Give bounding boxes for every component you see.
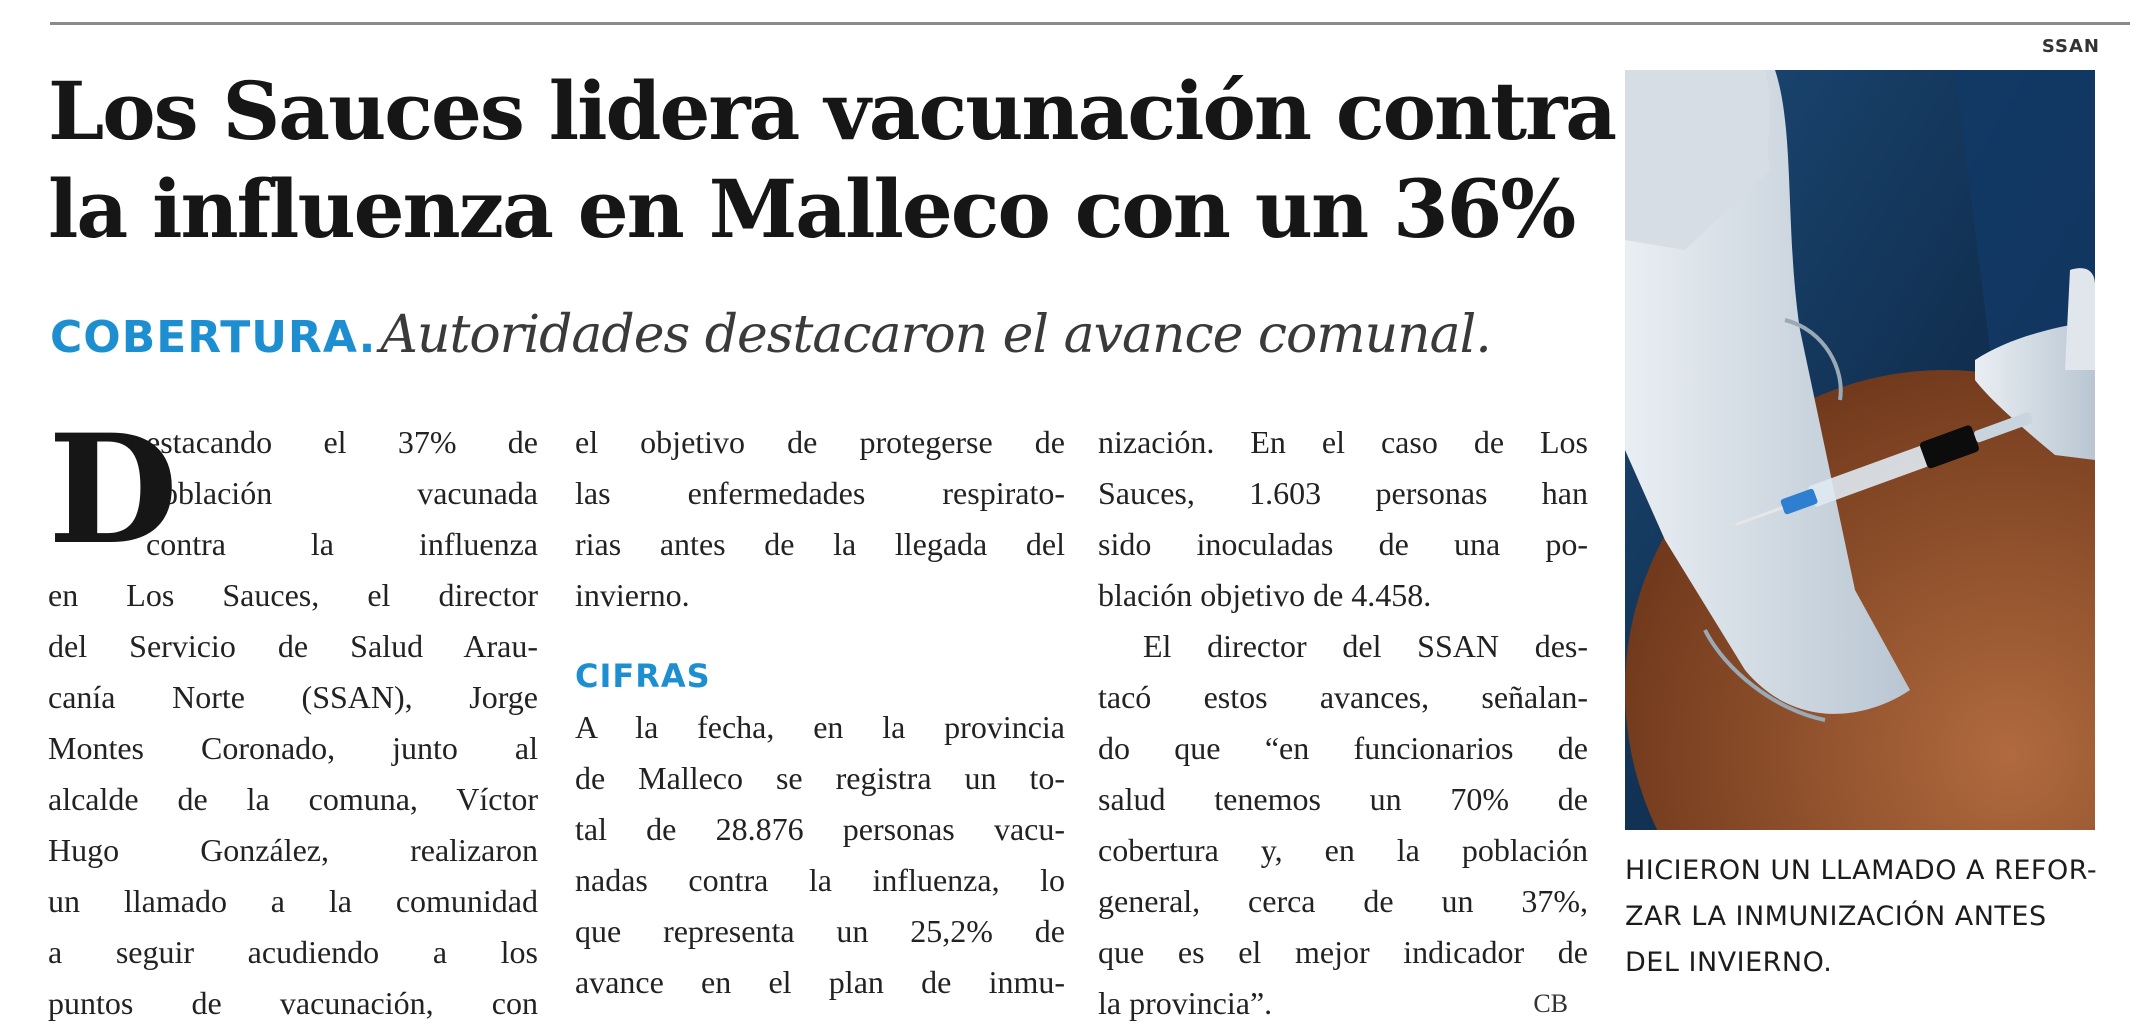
deck-kicker: COBERTURA. bbox=[50, 312, 377, 363]
article-column-2 bbox=[575, 417, 1065, 1008]
body-line: salud tenemos un 70% de bbox=[1098, 781, 1588, 817]
body-line: canía Norte (SSAN), Jorge bbox=[48, 679, 538, 715]
headline-line-1: Los Sauces lidera vacunación contra bbox=[48, 64, 1616, 158]
drop-cap: D bbox=[48, 402, 179, 578]
body-line: el objetivo de protegerse de bbox=[575, 424, 1065, 460]
headline bbox=[48, 62, 1616, 258]
body-line: Sauces, 1.603 personas han bbox=[1098, 475, 1588, 511]
body-line: tal de 28.876 personas vacu- bbox=[575, 811, 1065, 847]
end-mark: CB bbox=[1533, 989, 1568, 1018]
article-column-3 bbox=[1098, 417, 1588, 1029]
body-line-text: la provincia”. bbox=[1098, 985, 1273, 1021]
body-line: rias antes de la llegada del bbox=[575, 526, 1065, 562]
body-line: a seguir acudiendo a los bbox=[48, 934, 538, 970]
subhead-cifras: CIFRAS bbox=[575, 657, 711, 695]
body-line-final bbox=[1098, 978, 1588, 1029]
body-line: A la fecha, en la provincia bbox=[575, 709, 1065, 745]
body-line: avance en el plan de inmu- bbox=[575, 964, 1065, 1000]
body-line: estacando el 37% de bbox=[146, 424, 538, 460]
body-line: que es el mejor indicador de bbox=[1098, 934, 1588, 970]
photo-caption bbox=[1625, 848, 2105, 986]
body-line: El director del SSAN des- bbox=[1143, 628, 1588, 664]
caption-line: HICIERON UN LLAMADO A REFOR- bbox=[1625, 855, 2098, 886]
deck bbox=[50, 300, 1590, 383]
body-line: invierno. bbox=[575, 577, 690, 613]
body-line: Hugo González, realizaron bbox=[48, 832, 538, 868]
body-line: que representa un 25,2% de bbox=[575, 913, 1065, 949]
article-column-1 bbox=[48, 402, 538, 1029]
body-line: do que “en funcionarios de bbox=[1098, 730, 1588, 766]
caption-line: DEL INVIERNO. bbox=[1625, 947, 1833, 978]
body-line: general, cerca de un 37%, bbox=[1098, 883, 1588, 919]
body-line: nización. En el caso de Los bbox=[1098, 424, 1588, 460]
body-line: del Servicio de Salud Arau- bbox=[48, 628, 538, 664]
body-line: puntos de vacunación, con bbox=[48, 985, 538, 1021]
body-line: blación objetivo de 4.458. bbox=[1098, 577, 1432, 613]
photo-credit: SSAN bbox=[2041, 36, 2100, 57]
vaccination-photo-illustration bbox=[1625, 70, 2095, 830]
body-line: las enfermedades respirato- bbox=[575, 475, 1065, 511]
caption-line: ZAR LA INMUNIZACIÓN ANTES bbox=[1625, 901, 2047, 932]
vaccination-photo bbox=[1625, 70, 2095, 830]
body-line: Montes Coronado, junto al bbox=[48, 730, 538, 766]
body-line: alcalde de la comuna, Víctor bbox=[48, 781, 538, 817]
body-line: sido inoculadas de una po- bbox=[1098, 526, 1588, 562]
body-line: contra la influenza bbox=[146, 526, 538, 562]
body-line: cobertura y, en la población bbox=[1098, 832, 1588, 868]
body-line: tacó estos avances, señalan- bbox=[1098, 679, 1588, 715]
body-line: un llamado a la comunidad bbox=[48, 883, 538, 919]
headline-line-2: la influenza en Malleco con un 36% bbox=[48, 162, 1575, 256]
body-line: en Los Sauces, el director bbox=[48, 577, 538, 613]
body-line: población vacunada bbox=[146, 475, 538, 511]
deck-text: Autoridades destacaron el avance comunal. bbox=[380, 305, 1491, 365]
top-rule bbox=[50, 22, 2130, 25]
body-line: nadas contra la influenza, lo bbox=[575, 862, 1065, 898]
body-line: de Malleco se registra un to- bbox=[575, 760, 1065, 796]
